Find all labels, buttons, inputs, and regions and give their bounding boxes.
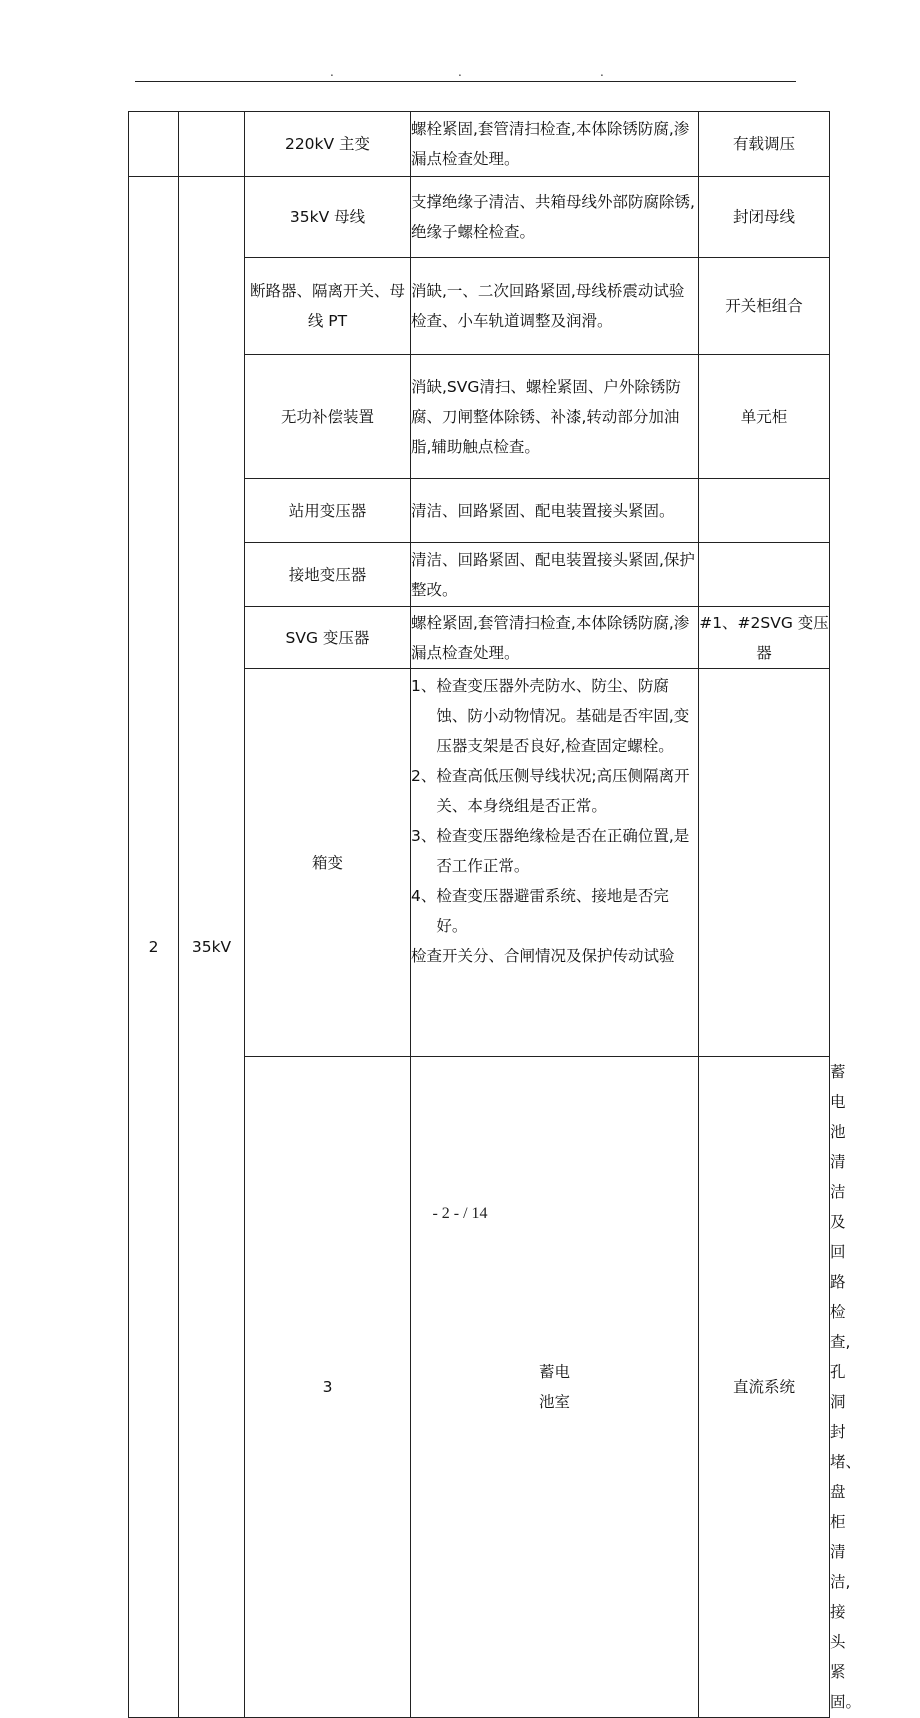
row-number-cell: 3 [245,1057,411,1718]
row-number-cell [129,112,179,177]
step-text: 检查高低压侧导线状况;高压侧隔离开关、本身绕组是否正常。 [436,767,690,815]
step-number: 4、 [411,887,437,905]
device-cell: 接地变压器 [245,543,411,607]
list-item [411,881,698,941]
note-cell [699,669,830,1057]
row-number-cell: 2 [129,177,179,1718]
step-number: 1、 [411,677,437,695]
content-cell: 消缺,SVG清扫、螺栓紧固、户外除锈防腐、刀闸整体除锈、补漆,转动部分加油脂,辅助触点检查。 [411,355,699,479]
header-dot: . [330,65,334,79]
voltage-cell [179,112,245,177]
device-cell: 断路器、隔离开关、母线 PT [245,258,411,355]
voltage-cell: 35kV [179,177,245,1718]
step-number: 2、 [411,767,437,785]
content-cell: 消缺,一、二次回路紧固,母线桥震动试验检查、小车轨道调整及润滑。 [411,258,699,355]
note-cell: 开关柜组合 [699,258,830,355]
note-cell: 单元柜 [699,355,830,479]
location-line: 池室 [538,1393,570,1411]
location-line: 蓄电 [538,1363,570,1381]
maintenance-table [128,111,862,1718]
content-cell: 清洁、回路紧固、配电装置接头紧固,保护整改。 [411,543,699,607]
note-cell: 封闭母线 [699,177,830,258]
device-cell: 站用变压器 [245,479,411,543]
page-number: - 2 - / 14 [432,1205,488,1222]
table-row [129,112,830,177]
list-item [411,821,698,881]
note-cell [699,479,830,543]
list-item [411,671,698,761]
content-cell: 螺栓紧固,套管清扫检查,本体除锈防腐,渗漏点检查处理。 [411,607,699,669]
content-cell: 清洁、回路紧固、配电装置接头紧固。 [411,479,699,543]
device-cell: 直流系统 [699,1057,830,1718]
step-text: 检查变压器外壳防水、防尘、防腐蚀、防小动物情况。基础是否牢固,变压器支架是否良好,检查固定螺栓。 [436,677,690,755]
table-row [129,177,830,258]
note-cell: #1、#2SVG 变压器 [699,607,830,669]
content-cell: 螺栓紧固,套管清扫检查,本体除锈防腐,渗漏点检查处理。 [411,112,699,177]
table-row: 3 蓄电 池室 直流系统 蓄电池清洁及回路检查,孔洞封堵、盘柜清洁,接头紧固。 [129,1057,830,1718]
location-cell [411,1057,699,1718]
step-text: 检查变压器避雷系统、接地是否完好。 [436,887,669,935]
note-cell: 有载调压 [699,112,830,177]
step-number: 3、 [411,827,437,845]
device-cell: SVG 变压器 [245,607,411,669]
header-rule [135,81,796,82]
step-text: 检查变压器绝缘检是否在正确位置,是否工作正常。 [436,827,690,875]
header-dot: . [458,65,462,79]
note-cell [699,543,830,607]
content-cell: 支撑绝缘子清洁、共箱母线外部防腐除锈,绝缘子螺栓检查。 [411,177,699,258]
device-cell: 35kV 母线 [245,177,411,258]
extra-check-text: 检查开关分、合闸情况及保护传动试验 [411,947,675,965]
list-item [411,761,698,821]
device-cell: 箱变 [245,669,411,1057]
header-dot: . [600,65,604,79]
content-cell [411,669,699,1057]
device-cell: 220kV 主变 [245,112,411,177]
device-cell: 无功补偿装置 [245,355,411,479]
